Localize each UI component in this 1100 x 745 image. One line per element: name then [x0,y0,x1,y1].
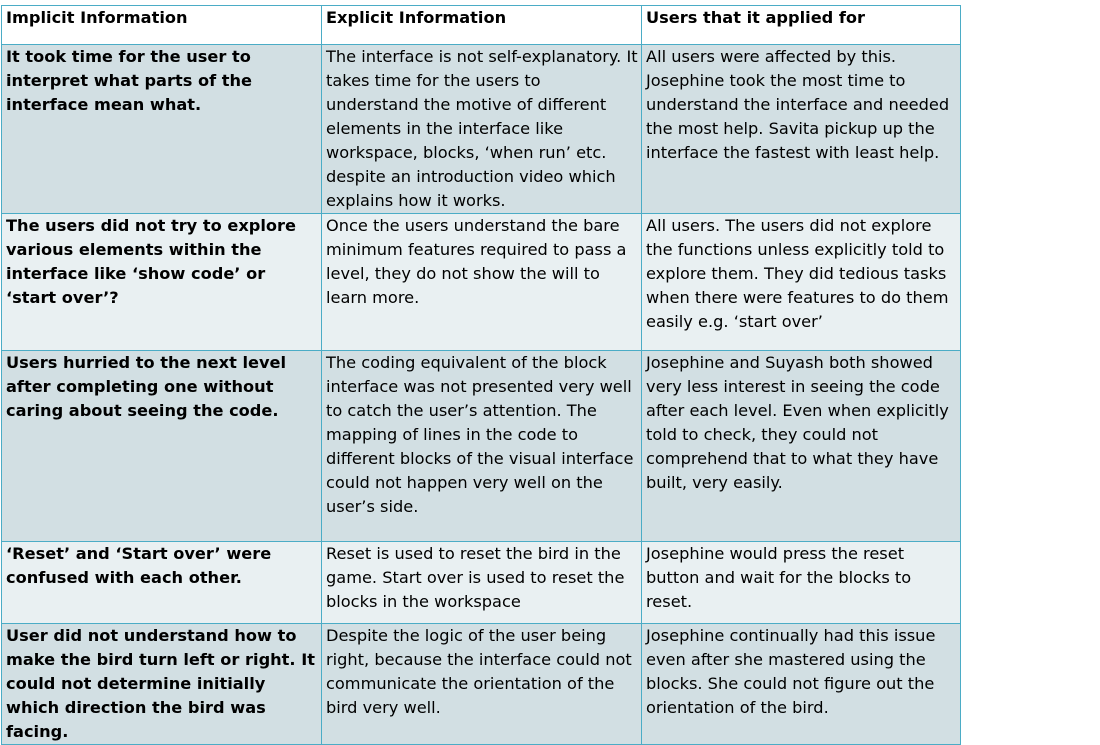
table-row [2,45,961,214]
implicit-cell: User did not understand how to make the bird turn left or right. It could not determine initially which direction the bird was facing. [2,624,322,745]
header-users-applied: Users that it applied for [642,6,961,45]
table-row [2,351,961,542]
users-cell: Josephine and Suyash both showed very less interest in seeing the code after each level. Even when explicitly told to check, they could not comprehend that to what they have built, very easily. [642,351,961,542]
users-cell: All users. The users did not explore the functions unless explicitly told to explore them. They did tedious tasks when there were features to do them easily e.g. ‘start over’ [642,214,961,351]
explicit-cell: The interface is not self-explanatory. It takes time for the users to understand the motive of different elements in the interface like workspace, blocks, ‘when run’ etc. despite an introduction video which explains how it works. [322,45,642,214]
implicit-cell: The users did not try to explore various elements within the interface like ‘show code’ or ‘start over’? [2,214,322,351]
header-explicit-information: Explicit Information [322,6,642,45]
users-cell: All users were affected by this. Josephine took the most time to understand the interface and needed the most help. Savita pickup up the interface the fastest with least help. [642,45,961,214]
table-row [2,542,961,624]
users-cell: Josephine continually had this issue even after she mastered using the blocks. She could not figure out the orientation of the bird. [642,624,961,745]
explicit-cell: Once the users understand the bare minimum features required to pass a level, they do not show the will to learn more. [322,214,642,351]
table-row [2,214,961,351]
table-row [2,624,961,745]
users-cell: Josephine would press the reset button and wait for the blocks to reset. [642,542,961,624]
header-implicit-information: Implicit Information [2,6,322,45]
implicit-cell: Users hurried to the next level after completing one without caring about seeing the code. [2,351,322,542]
implicit-cell: It took time for the user to interpret what parts of the interface mean what. [2,45,322,214]
implicit-cell: ‘Reset’ and ‘Start over’ were confused with each other. [2,542,322,624]
explicit-cell: The coding equivalent of the block interface was not presented very well to catch the user’s attention. The mapping of lines in the code to different blocks of the visual interface could not happen very well on the user’s side. [322,351,642,542]
findings-table [1,5,961,745]
explicit-cell: Reset is used to reset the bird in the game. Start over is used to reset the blocks in the workspace [322,542,642,624]
table-header-row [2,6,961,45]
explicit-cell: Despite the logic of the user being right, because the interface could not communicate the orientation of the bird very well. [322,624,642,745]
